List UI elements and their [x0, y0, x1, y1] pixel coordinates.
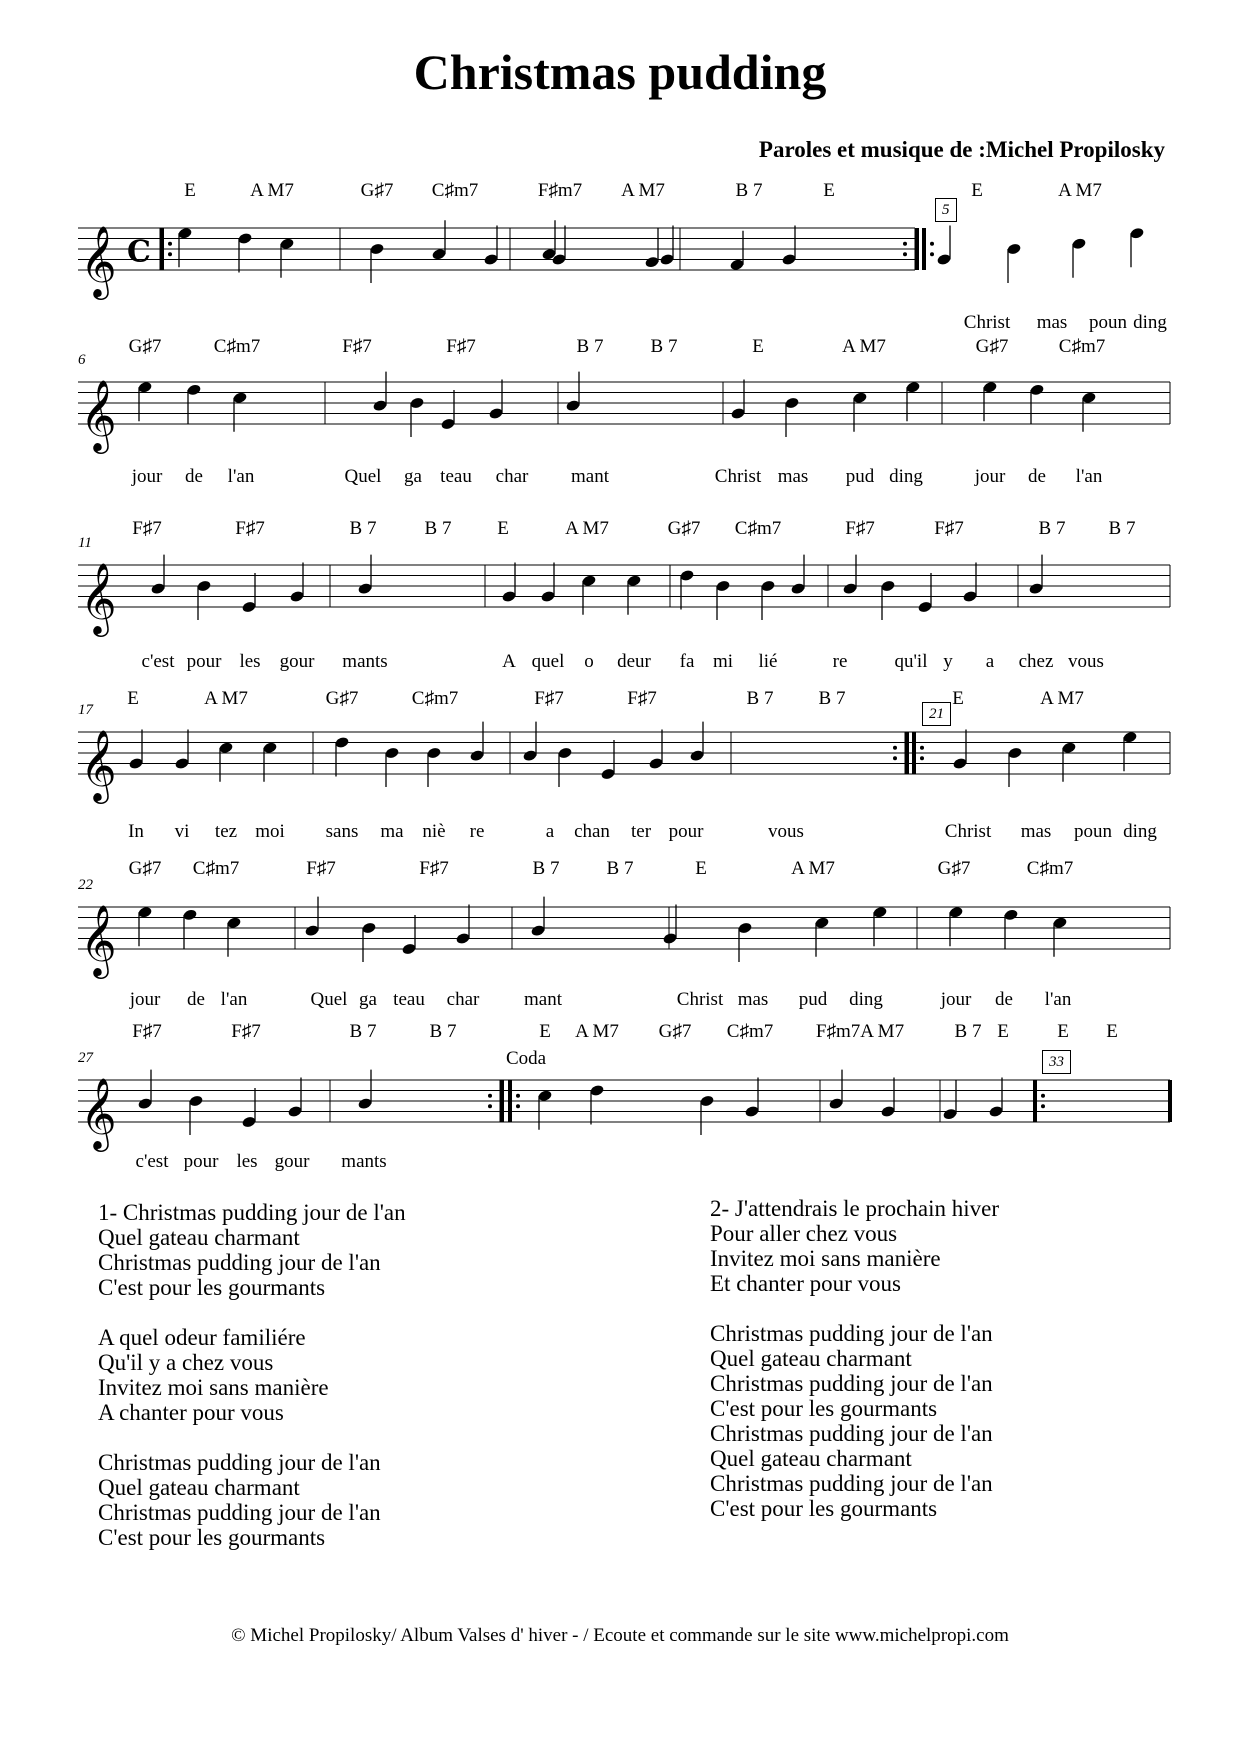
lyric-syllable: pour	[668, 821, 704, 842]
lyric-syllable: char	[446, 989, 480, 1010]
chord-symbol: B 7	[735, 180, 763, 201]
lyric-syllable: poun	[1074, 821, 1112, 842]
chord-symbol: E	[823, 180, 835, 201]
chord-symbol: F♯7	[235, 518, 265, 539]
chord-symbol: G♯7	[360, 180, 394, 201]
verse-line: Christmas pudding jour de l'an	[710, 1321, 993, 1346]
rehearsal-mark: 33	[1042, 1050, 1071, 1074]
repeat-bar	[905, 732, 909, 774]
chord-symbol: E	[952, 688, 964, 709]
lyric-syllable: l'an	[227, 466, 255, 487]
lyric-syllable: l'an	[1075, 466, 1103, 487]
repeat-bar	[922, 228, 926, 270]
lyric-syllable: ga	[359, 989, 377, 1010]
chord-symbol: G♯7	[128, 336, 162, 357]
repeat-dot	[920, 756, 924, 760]
lyric-syllable: de	[995, 989, 1013, 1010]
repeat-dot	[168, 242, 172, 246]
lyric-syllable: vi	[174, 821, 190, 842]
verse-line: C'est pour les gourmants	[98, 1525, 326, 1550]
chord-symbol: F♯7	[934, 518, 964, 539]
lyric-syllable: quel	[531, 651, 565, 672]
chord-symbol: A M7	[842, 336, 886, 357]
verse-line: Christmas pudding jour de l'an	[98, 1500, 381, 1525]
chord-symbol: E	[184, 180, 196, 201]
chord-symbol: F♯7	[627, 688, 657, 709]
chord-symbol: C♯m7	[192, 858, 240, 879]
lyric-syllable: l'an	[1044, 989, 1072, 1010]
chord-symbol: C♯m7	[1058, 336, 1106, 357]
lyric-syllable: o	[584, 651, 594, 672]
chord-symbol: F♯7	[534, 688, 564, 709]
chord-symbol: A M7	[1040, 688, 1084, 709]
lyric-syllable: pud	[845, 466, 875, 487]
lyric-syllable: mi	[712, 651, 734, 672]
measure-number: 6	[78, 352, 86, 368]
measure-number: 27	[78, 1050, 93, 1066]
verse-column-left	[98, 1200, 406, 1550]
lyric-syllable: niè	[422, 821, 446, 842]
chord-symbol: G♯7	[658, 1021, 692, 1042]
chord-symbol: A M7	[565, 518, 609, 539]
lyric-syllable: Christ	[963, 312, 1011, 333]
chord-symbol: G♯7	[667, 518, 701, 539]
verse-line: Christmas pudding jour de l'an	[98, 1250, 381, 1275]
lyric-syllable: mant	[524, 989, 562, 1010]
measure-number: 22	[78, 877, 93, 893]
repeat-dot	[1041, 1094, 1045, 1098]
chord-symbol: C♯m7	[734, 518, 782, 539]
chord-symbol: E	[1057, 1021, 1069, 1042]
repeat-dot	[488, 1094, 492, 1098]
lyric-syllable: Quel	[310, 989, 348, 1010]
lyric-syllable: c'est	[141, 651, 175, 672]
verse-line: Quel gateau charmant	[710, 1446, 912, 1471]
chord-symbol: B 7	[650, 336, 678, 357]
lyric-syllable: fa	[679, 651, 695, 672]
repeat-dot	[488, 1104, 492, 1108]
repeat-dot	[930, 242, 934, 246]
repeat-bar	[915, 228, 919, 270]
chord-symbol: E	[1106, 1021, 1118, 1042]
chord-symbol: F♯m7A M7	[815, 1021, 905, 1042]
song-title: Christmas pudding	[413, 44, 827, 100]
chord-symbol: B 7	[606, 858, 634, 879]
chord-symbol: A M7	[575, 1021, 619, 1042]
chord-symbol: A M7	[250, 180, 294, 201]
lyric-syllable: jour	[974, 466, 1006, 487]
lyric-syllable: Christ	[676, 989, 724, 1010]
lyric-syllable: les	[236, 1151, 258, 1172]
chord-symbol: F♯m7	[537, 180, 583, 201]
lyric-syllable: mas	[777, 466, 809, 487]
lyric-syllable: de	[1028, 466, 1046, 487]
lyric-syllable: jour	[129, 989, 161, 1010]
chord-symbol: C♯m7	[213, 336, 261, 357]
copyright-footer: © Michel Propilosky/ Album Valses d' hiver - / Ecoute et commande sur le site www.michelpropi.com	[231, 1625, 1009, 1646]
rehearsal-mark: 21	[922, 702, 951, 726]
chord-symbol: A M7	[791, 858, 835, 879]
lyric-syllable: mants	[341, 1151, 387, 1172]
verse-line: C'est pour les gourmants	[710, 1396, 938, 1421]
repeat-dot	[1041, 1104, 1045, 1108]
repeat-bar	[500, 1080, 504, 1122]
treble-clef-icon: 𝄞	[80, 561, 117, 634]
lyric-syllable: ding	[889, 466, 923, 487]
lyric-syllable: ma	[380, 821, 404, 842]
repeat-bar	[160, 228, 164, 270]
repeat-bar	[1033, 1080, 1037, 1122]
verse-line: Pour aller chez vous	[710, 1221, 898, 1246]
chord-symbol: C♯m7	[726, 1021, 774, 1042]
lyric-syllable: ding	[849, 989, 883, 1010]
chord-symbol: A M7	[204, 688, 248, 709]
lyric-syllable: ga	[404, 466, 422, 487]
treble-clef-icon: 𝄞	[80, 728, 117, 801]
lyric-syllable: vous	[768, 821, 804, 842]
chord-symbol: F♯7	[231, 1021, 261, 1042]
verse-line: Invitez moi sans manière	[98, 1375, 329, 1400]
repeat-dot	[168, 252, 172, 256]
lyric-syllable: lié	[758, 651, 778, 672]
lyric-syllable: char	[495, 466, 529, 487]
chord-symbol: G♯7	[128, 858, 162, 879]
chord-symbol: B 7	[349, 518, 377, 539]
lyric-syllable: chez	[1018, 651, 1054, 672]
chord-symbol: B 7	[1038, 518, 1066, 539]
chord-symbol: B 7	[746, 688, 774, 709]
composer-credit: Paroles et musique de :Michel Propilosky	[758, 137, 1165, 162]
chord-symbol: E	[695, 858, 707, 879]
lyric-syllable: vous	[1068, 651, 1104, 672]
chord-symbol: F♯7	[132, 518, 162, 539]
lyric-syllable: mants	[342, 651, 388, 672]
chord-symbol: B 7	[429, 1021, 457, 1042]
repeat-dot	[903, 242, 907, 246]
lyric-syllable: pour	[186, 651, 222, 672]
lyric-syllable: mas	[737, 989, 769, 1010]
lyric-syllable: re	[832, 651, 848, 672]
chord-symbol: A M7	[1058, 180, 1102, 201]
verse-column-right	[710, 1196, 999, 1521]
chord-symbol: F♯7	[342, 336, 372, 357]
treble-clef-icon: 𝄞	[80, 903, 117, 976]
chord-symbol: B 7	[1108, 518, 1136, 539]
verse-line: C'est pour les gourmants	[710, 1496, 938, 1521]
lyric-syllable: re	[469, 821, 485, 842]
lyric-syllable: de	[187, 989, 205, 1010]
verse-line: A quel odeur familiére	[98, 1325, 306, 1350]
measure-number: 11	[78, 535, 92, 551]
lyric-syllable: Christ	[714, 466, 762, 487]
verse-line: Christmas pudding jour de l'an	[710, 1471, 993, 1496]
chord-symbol: A M7	[621, 180, 665, 201]
lyric-syllable: de	[185, 466, 203, 487]
chord-symbol: E	[971, 180, 983, 201]
chord-symbol: C♯m7	[411, 688, 459, 709]
chord-symbol: E	[997, 1021, 1009, 1042]
chord-symbol: B 7	[576, 336, 604, 357]
lyric-syllable: poun	[1089, 312, 1127, 333]
lyric-syllable: ter	[630, 821, 652, 842]
lyric-syllable: gour	[279, 651, 315, 672]
lyric-syllable: mant	[571, 466, 609, 487]
verse-line: Christmas pudding jour de l'an	[98, 1450, 381, 1475]
verse-line: 2- J'attendrais le prochain hiver	[710, 1196, 999, 1221]
chord-symbol: B 7	[954, 1021, 982, 1042]
chord-symbol: F♯7	[845, 518, 875, 539]
lyric-syllable: sans	[325, 821, 359, 842]
lyric-syllable: ding	[1123, 821, 1157, 842]
repeat-dot	[516, 1104, 520, 1108]
chord-symbol: G♯7	[325, 688, 359, 709]
lyric-syllable: c'est	[135, 1151, 169, 1172]
chord-symbol: F♯7	[306, 858, 336, 879]
lyric-syllable: ding	[1133, 312, 1167, 333]
repeat-dot	[930, 252, 934, 256]
lyric-syllable: jour	[131, 466, 163, 487]
treble-clef-icon: 𝄞	[80, 1076, 117, 1149]
verse-line: Et chanter pour vous	[710, 1271, 901, 1296]
chord-symbol: C♯m7	[1026, 858, 1074, 879]
coda-label: Coda	[506, 1048, 547, 1069]
chord-symbol: E	[752, 336, 764, 357]
lyric-syllable: mas	[1020, 821, 1052, 842]
measure-number: 17	[78, 702, 93, 718]
chord-symbol: B 7	[424, 518, 452, 539]
repeat-bar	[912, 732, 916, 774]
lyric-syllable: pud	[798, 989, 828, 1010]
verse-line: Quel gateau charmant	[710, 1346, 912, 1371]
verse-line: A chanter pour vous	[98, 1400, 284, 1425]
repeat-dot	[516, 1094, 520, 1098]
lyric-syllable: Quel	[344, 466, 382, 487]
repeat-dot	[893, 746, 897, 750]
repeat-dot	[920, 746, 924, 750]
lyric-syllable: deur	[617, 651, 651, 672]
lyric-syllable: a	[985, 651, 995, 672]
chord-symbol: C♯m7	[431, 180, 479, 201]
lyric-syllable: les	[239, 651, 261, 672]
verse-line: Invitez moi sans manière	[710, 1246, 941, 1271]
chord-symbol: B 7	[818, 688, 846, 709]
chord-symbol: F♯7	[419, 858, 449, 879]
common-time-icon: C	[127, 234, 151, 270]
verse-line: Christmas pudding jour de l'an	[710, 1421, 993, 1446]
verse-line: Christmas pudding jour de l'an	[710, 1371, 993, 1396]
repeat-dot	[903, 252, 907, 256]
repeat-dot	[893, 756, 897, 760]
lyric-syllable: y	[943, 651, 953, 672]
lyric-syllable: mas	[1036, 312, 1068, 333]
lyric-syllable: gour	[274, 1151, 310, 1172]
lyric-syllable: In	[128, 821, 144, 842]
lyric-syllable: l'an	[220, 989, 248, 1010]
chord-symbol: F♯7	[446, 336, 476, 357]
chord-symbol: G♯7	[937, 858, 971, 879]
chord-symbol: E	[497, 518, 509, 539]
lyric-syllable: pour	[183, 1151, 219, 1172]
treble-clef-icon: 𝄞	[80, 224, 117, 297]
lyric-syllable: tez	[214, 821, 238, 842]
lyric-syllable: qu'il	[894, 651, 928, 672]
lyric-syllable: moi	[255, 821, 285, 842]
lyric-syllable: jour	[940, 989, 972, 1010]
chord-symbol: B 7	[349, 1021, 377, 1042]
chord-symbol: E	[127, 688, 139, 709]
lyric-syllable: teau	[393, 989, 425, 1010]
verse-line: C'est pour les gourmants	[98, 1275, 326, 1300]
chord-symbol: F♯7	[132, 1021, 162, 1042]
rehearsal-mark: 5	[935, 198, 957, 222]
verse-line: 1- Christmas pudding jour de l'an	[98, 1200, 406, 1225]
lyric-syllable: chan	[574, 821, 610, 842]
chord-symbol: E	[539, 1021, 551, 1042]
lyric-syllable: Christ	[944, 821, 992, 842]
repeat-bar	[508, 1080, 512, 1122]
chord-symbol: B 7	[532, 858, 560, 879]
treble-clef-icon: 𝄞	[80, 378, 117, 451]
verse-line: Quel gateau charmant	[98, 1225, 300, 1250]
verse-line: Quel gateau charmant	[98, 1475, 300, 1500]
verse-line: Qu'il y a chez vous	[98, 1350, 274, 1375]
lyric-syllable: A	[502, 651, 516, 672]
lyric-syllable: a	[545, 821, 555, 842]
lyric-syllable: teau	[440, 466, 472, 487]
chord-symbol: G♯7	[975, 336, 1009, 357]
